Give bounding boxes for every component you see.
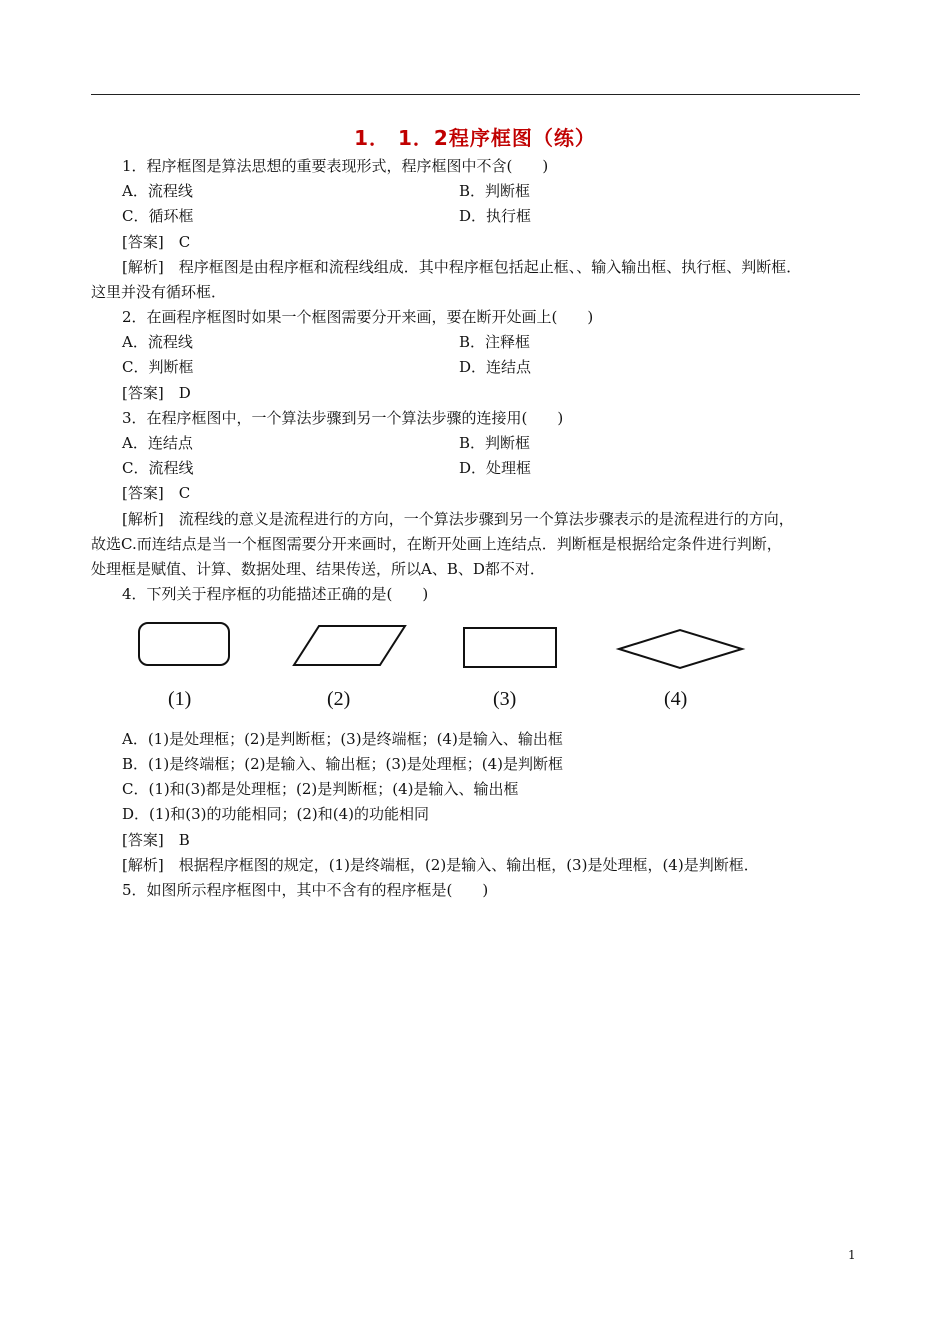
q2-stem: 2．在画程序框图时如果一个框图需要分开来画，要在断开处画上( ) xyxy=(122,308,594,326)
q1-option-d: D．执行框 xyxy=(459,207,532,225)
process-rectangle-shape xyxy=(464,628,556,667)
figure-label-4: (4) xyxy=(664,688,688,710)
terminal-shape xyxy=(139,623,229,665)
q1-option-b: B．判断框 xyxy=(459,182,531,200)
q4-option-a: A．(1)是处理框；(2)是判断框；(3)是终端框；(4)是输入、输出框 xyxy=(122,730,563,748)
q3-answer: [答案] C xyxy=(122,484,191,502)
decision-diamond-shape xyxy=(619,630,742,668)
q1-analysis-cont: 这里并没有循环框． xyxy=(91,283,227,301)
q3-option-c: C．流程线 xyxy=(122,459,194,477)
q1-stem: 1．程序框图是算法思想的重要表现形式，程序框图中不含( ) xyxy=(122,157,549,175)
q3-option-a: A．连结点 xyxy=(122,434,193,452)
q5-stem: 5．如图所示程序框图中，其中不含有的程序框是( ) xyxy=(122,881,489,899)
q4-answer: [答案] B xyxy=(122,831,190,849)
q4-stem: 4．下列关于程序框的功能描述正确的是( ) xyxy=(122,585,429,603)
q1-answer: [答案] C xyxy=(122,233,191,251)
q3-analysis-cont-1: 故选C.而连结点是当一个框图需要分开来画时，在断开处画上连结点．判断框是根据给定条件进行判断， xyxy=(91,535,782,553)
q4-option-c: C．(1)和(3)都是处理框；(2)是判断框；(4)是输入、输出框 xyxy=(122,780,519,798)
q3-option-d: D．处理框 xyxy=(459,459,532,477)
q4-option-d: D．(1)和(3)的功能相同；(2)和(4)的功能相同 xyxy=(122,805,430,823)
q4-option-b: B．(1)是终端框；(2)是输入、输出框；(3)是处理框；(4)是判断框 xyxy=(122,755,564,773)
io-parallelogram-shape xyxy=(294,626,405,665)
figure-label-1: (1) xyxy=(168,688,192,710)
q2-option-b: B．注释框 xyxy=(459,333,531,351)
q1-option-a: A．流程线 xyxy=(122,182,193,200)
q2-option-a: A．流程线 xyxy=(122,333,193,351)
q2-option-c: C．判断框 xyxy=(122,358,194,376)
figure-label-2: (2) xyxy=(327,688,351,710)
q1-option-c: C．循环框 xyxy=(122,207,194,225)
q1-analysis: [解析] 程序框图是由程序框和流程线组成．其中程序框包括起止框、、输入输出框、执行框、判断框． xyxy=(122,258,802,276)
page-number: 1 xyxy=(848,1248,856,1262)
q4-analysis: [解析] 根据程序框图的规定，(1)是终端框，(2)是输入、输出框，(3)是处理框，(4)是判断框． xyxy=(122,856,759,874)
q3-analysis: [解析] 流程线的意义是流程进行的方向，一个算法步骤到另一个算法步骤表示的是流程进行的方向， xyxy=(122,510,794,528)
q3-option-b: B．判断框 xyxy=(459,434,531,452)
figure-label-3: (3) xyxy=(493,688,517,710)
page-title: 1． 1．2程序框图（练） xyxy=(354,126,596,150)
q2-option-d: D．连结点 xyxy=(459,358,532,376)
q3-stem: 3．在程序框图中，一个算法步骤到另一个算法步骤的连接用( ) xyxy=(122,409,564,427)
q3-analysis-cont-2: 处理框是赋值、计算、数据处理、结果传送，所以A、B、D都不对． xyxy=(91,560,545,578)
q2-answer: [答案] D xyxy=(122,384,191,402)
